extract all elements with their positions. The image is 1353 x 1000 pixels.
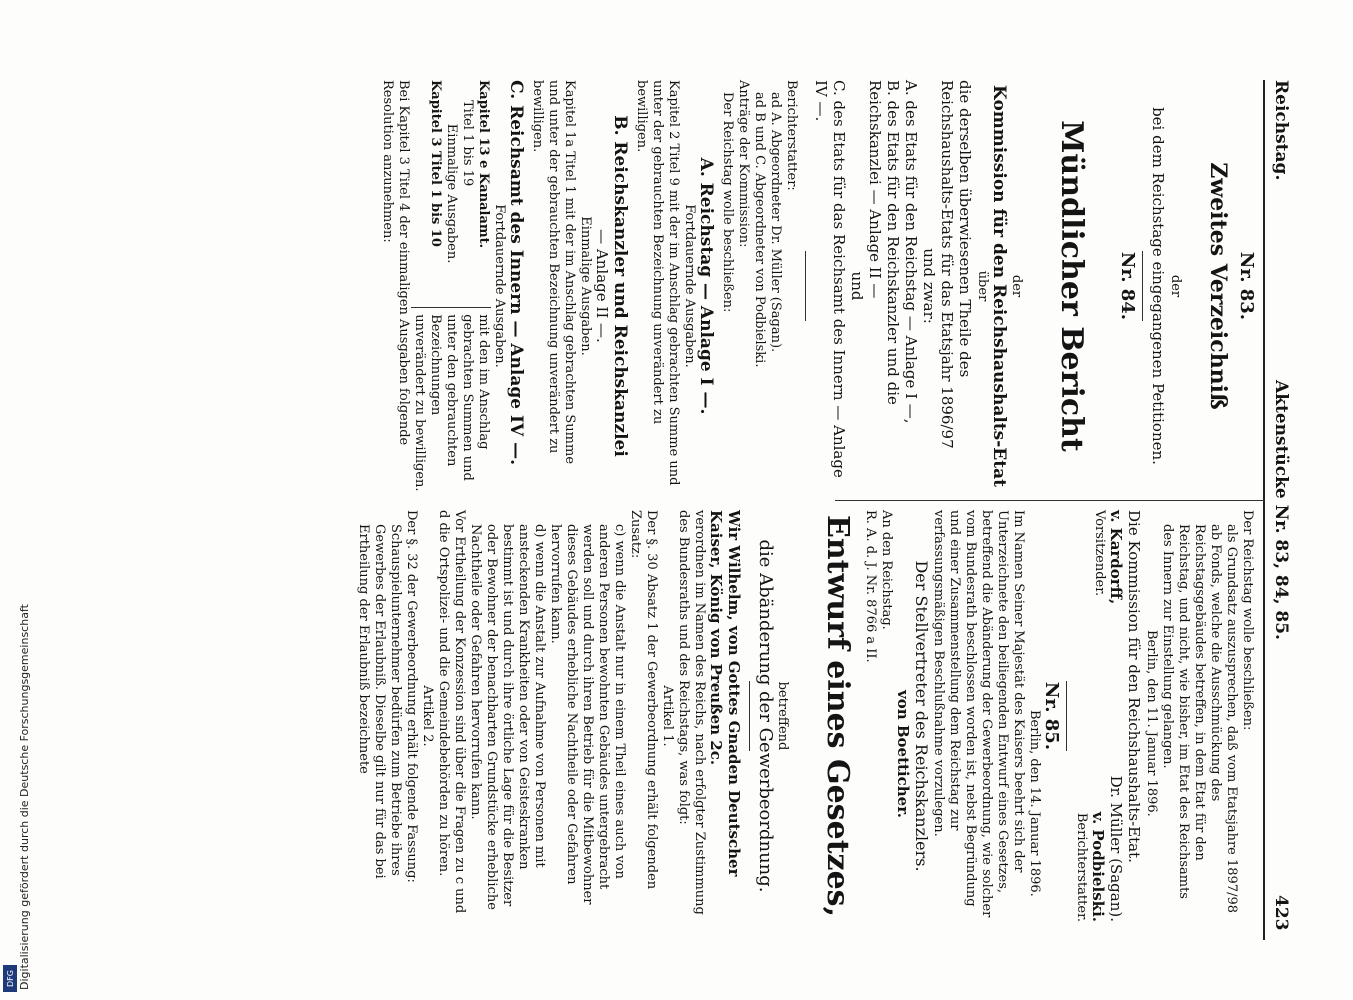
reporters-label: Berichterstatter: bbox=[784, 80, 799, 191]
sec-b: B. Reichskanzler und Reichskanzlei bbox=[610, 115, 630, 457]
column-divider bbox=[835, 500, 1265, 501]
sec-c-table bbox=[411, 80, 491, 492]
verordnen: verordnen im Namen des Reichs, nach erfolgter Zustimmung des Bundesraths und des Reichstags, was folgt: bbox=[676, 510, 707, 915]
sign-3: v. Podbielski. bbox=[1089, 811, 1107, 922]
artikel2: Artikel 2. bbox=[420, 685, 435, 747]
sec-a-text: Kapitel 2 Titel 9 mit der im Anschlag gebrachten Summe und unter der gebrauchten Bezeichnung unverändert zu bewilligen. bbox=[634, 80, 681, 486]
entwurf: Entwurf eines Gesetzes, bbox=[820, 514, 855, 918]
sec-c-brace: mit den im Anschlag gebrachten Summen und unter den gebrauchten Bezeichnungen unverändert zu bewilligen. bbox=[412, 314, 491, 492]
digitization-credit: Digitalisierung gefördert durch die Deutsche Forschungsgemeinschaft bbox=[18, 604, 31, 990]
ref: R. A. d. J. Nr. 8766 a II. bbox=[863, 510, 878, 663]
rotated-page-content bbox=[65, 80, 1295, 940]
sec-c-einm: Einmalige Ausgaben. bbox=[444, 123, 459, 264]
sign-2: Dr. Müller (Sagan). bbox=[1107, 775, 1125, 922]
list-c: C. des Etats für das Reichsamt des Innern — Anlage IV —. bbox=[812, 80, 848, 478]
left-column bbox=[379, 80, 1255, 492]
nr84-title: Nr. 84. bbox=[1117, 251, 1138, 321]
sec-b-text: Kapitel 1a Titel 1 mit der im Anschlag gebrachten Summe und unter der gebrauchten Bezeichnung unverändert zu bewilligen. bbox=[530, 80, 577, 465]
boetticher: von Boetticher. bbox=[894, 690, 912, 818]
stellvertreter: Der Stellvertreter des Reichskanzlers. bbox=[912, 560, 931, 872]
sec-c-sub: Fortdauernde Ausgaben. bbox=[492, 204, 507, 368]
nr84-der: der bbox=[1009, 274, 1024, 298]
list-b: B. des Etats für den Reichskanzler und die Reichskanzlei — Anlage II — bbox=[866, 80, 902, 405]
an-den: An den Reichstag. bbox=[879, 510, 894, 630]
art1-vor: Vor Ertheilung der Konzession sind über die Fragen zu c und d die Ortspolizei- und die Gemeindebehörden zu hören. bbox=[436, 510, 467, 914]
art1-c: c) wenn die Anstalt nur in einem Theil eines auch von anderen Personen bewohnten Gebäudes untergebracht werden soll und durch ihren Betrieb für die Mitbewohner dieses Gebäudes erhebliche Nachtheile oder Gefahren hervorrufen kann. bbox=[548, 524, 627, 905]
art2-text: Der §. 32 der Gewerbeordnung erhält folgende Fassung: bbox=[404, 510, 419, 883]
resolution-intro: Der Reichstag wolle beschließen: bbox=[1240, 510, 1255, 731]
running-header bbox=[1263, 80, 1295, 940]
nr84-text: die derselben überwiesenen Theile des Reichshaushalts-Etats für das Etatsjahr 1896/97 bbox=[938, 80, 974, 449]
sec-c-titel: Titel 1 bis 19 bbox=[460, 100, 475, 187]
antrag: Anträge der Kommission: bbox=[736, 80, 751, 248]
nr83-title: Nr. 83. bbox=[1236, 251, 1257, 321]
sec-c: C. Reichsamt des Innern — Anlage IV —. bbox=[506, 80, 526, 465]
divider bbox=[749, 681, 750, 751]
beschliessen: Der Reichstag wolle beschließen: bbox=[720, 92, 735, 313]
list-a: A. des Etats für den Reichstag — Anlage I —, bbox=[902, 80, 920, 424]
sec-c-k13: Kapitel 13 e Kanalamt. bbox=[476, 80, 491, 249]
sec-a: A. Reichstag — Anlage I —. bbox=[696, 157, 716, 415]
sec-a-sub: Fortdauernde Ausgaben. bbox=[682, 204, 697, 368]
art2-sub: Schauspielunternehmer bedürfen zum Betriebe ihres Gewerbes der Erlaubniß. Dieselbe gilt nur für das bei Ertheilung der Erlaubniß bezeichnete bbox=[356, 524, 403, 879]
header-left: Reichstag. bbox=[1271, 80, 1291, 181]
page-number: 423 bbox=[1271, 895, 1291, 931]
sec-c-final: Bei Kapitel 3 Titel 4 der einmaligen Ausgaben folgende Resolution anzunehmen: bbox=[380, 80, 411, 446]
resolution-text: als Grundsatz auszusprechen, daß vom Etatsjahre 1897/98 ab Fonds, welche die Ausschmückung des Reichstagsgebäudes betreffen, in dem Etat für den Reichstag, und nicht, wie bisher, im Etat des Reichsamts des Innern zur Einstellung gelangen. bbox=[1160, 524, 1239, 913]
dfg-logo-text: DFG bbox=[5, 970, 15, 987]
nr84-undzwar: und zwar: bbox=[920, 248, 938, 324]
sign-23-role: Berichterstatter. bbox=[1074, 812, 1089, 922]
divider bbox=[1142, 251, 1143, 321]
nr84-commission: Kommission für den Reichshaushalts-Etat bbox=[989, 85, 1009, 487]
date2: Berlin, den 14. Januar 1896. bbox=[1027, 710, 1042, 897]
sign-1: v. Kardorff, bbox=[1107, 510, 1125, 605]
divider bbox=[805, 251, 806, 321]
date1: Berlin, den 11. Januar 1896. bbox=[1144, 630, 1159, 817]
nr83-der: der bbox=[1168, 274, 1183, 298]
sign-1-role: Vorsitzender. bbox=[1092, 510, 1107, 597]
art1-text: Der §. 30 Absatz 1 der Gewerbeordnung erhält folgenden Zusatz: bbox=[628, 510, 659, 890]
sec-c-k3: Kapitel 3 Titel 1 bis 10 bbox=[428, 80, 443, 247]
nr83-sub: bei dem Reichstage eingegangenen Petitionen. bbox=[1149, 107, 1167, 465]
dfg-logo bbox=[3, 965, 17, 992]
reporter-a: ad A. Abgeordneter Dr. Müller (Sagan). bbox=[768, 92, 783, 353]
wir: Wir Wilhelm, von Gottes Gnaden Deutscher Kaiser, König von Preußen 2c. bbox=[707, 510, 743, 877]
nr85-title: Nr. 85. bbox=[1041, 681, 1062, 751]
divider bbox=[1066, 681, 1067, 751]
sec-b-sub: — Anlage II —. bbox=[593, 229, 611, 343]
sec-b-sub2: Einmalige Ausgaben. bbox=[578, 216, 593, 356]
artikel1: Artikel 1. bbox=[660, 685, 675, 747]
commission-sign: Die Kommission für den Reichshaushalts-Etat. bbox=[1125, 510, 1143, 863]
nr84-heading: Mündlicher Bericht bbox=[1054, 120, 1089, 452]
header-center: Aktenstücke Nr. 83, 84, 85. bbox=[1271, 380, 1291, 640]
nr83-heading: Zweites Verzeichniß bbox=[1205, 162, 1231, 410]
abaenderung: die Abänderung der Gewerbeordnung. bbox=[755, 539, 776, 893]
betreffend: betreffend bbox=[775, 681, 790, 751]
right-column bbox=[355, 510, 1255, 922]
art1-d: d) wenn die Anstalt zur Aufnahme von Personen mit ansteckenden Krankheiten oder von Geisteskranken bestimmt ist und durch ihre örtliche Lage für die Besitzer oder Bewohner der benachbarten Grundstücke erhebliche Nachtheile oder Gefahren hervorrufen kann. bbox=[468, 524, 547, 910]
nr85-text: Im Namen Seiner Majestät des Kaisers beehrt sich der Unterzeichnete den beiliegenden Entwurf eines Gesetzes, betreffend die Abänderung der Gewerbeordnung, wie solcher vom Bundesrath beschlossen worden ist, nebst Begründung und einer Zusammenstellung dem Reichstag zur verfassungsmäßigen Beschlußnahme vorzulegen. bbox=[931, 510, 1026, 918]
list-und: und bbox=[848, 271, 866, 301]
reporter-bc: ad B und C. Abgeordneter von Podbielski. bbox=[752, 92, 767, 368]
nr84-ueber: über bbox=[975, 270, 990, 302]
